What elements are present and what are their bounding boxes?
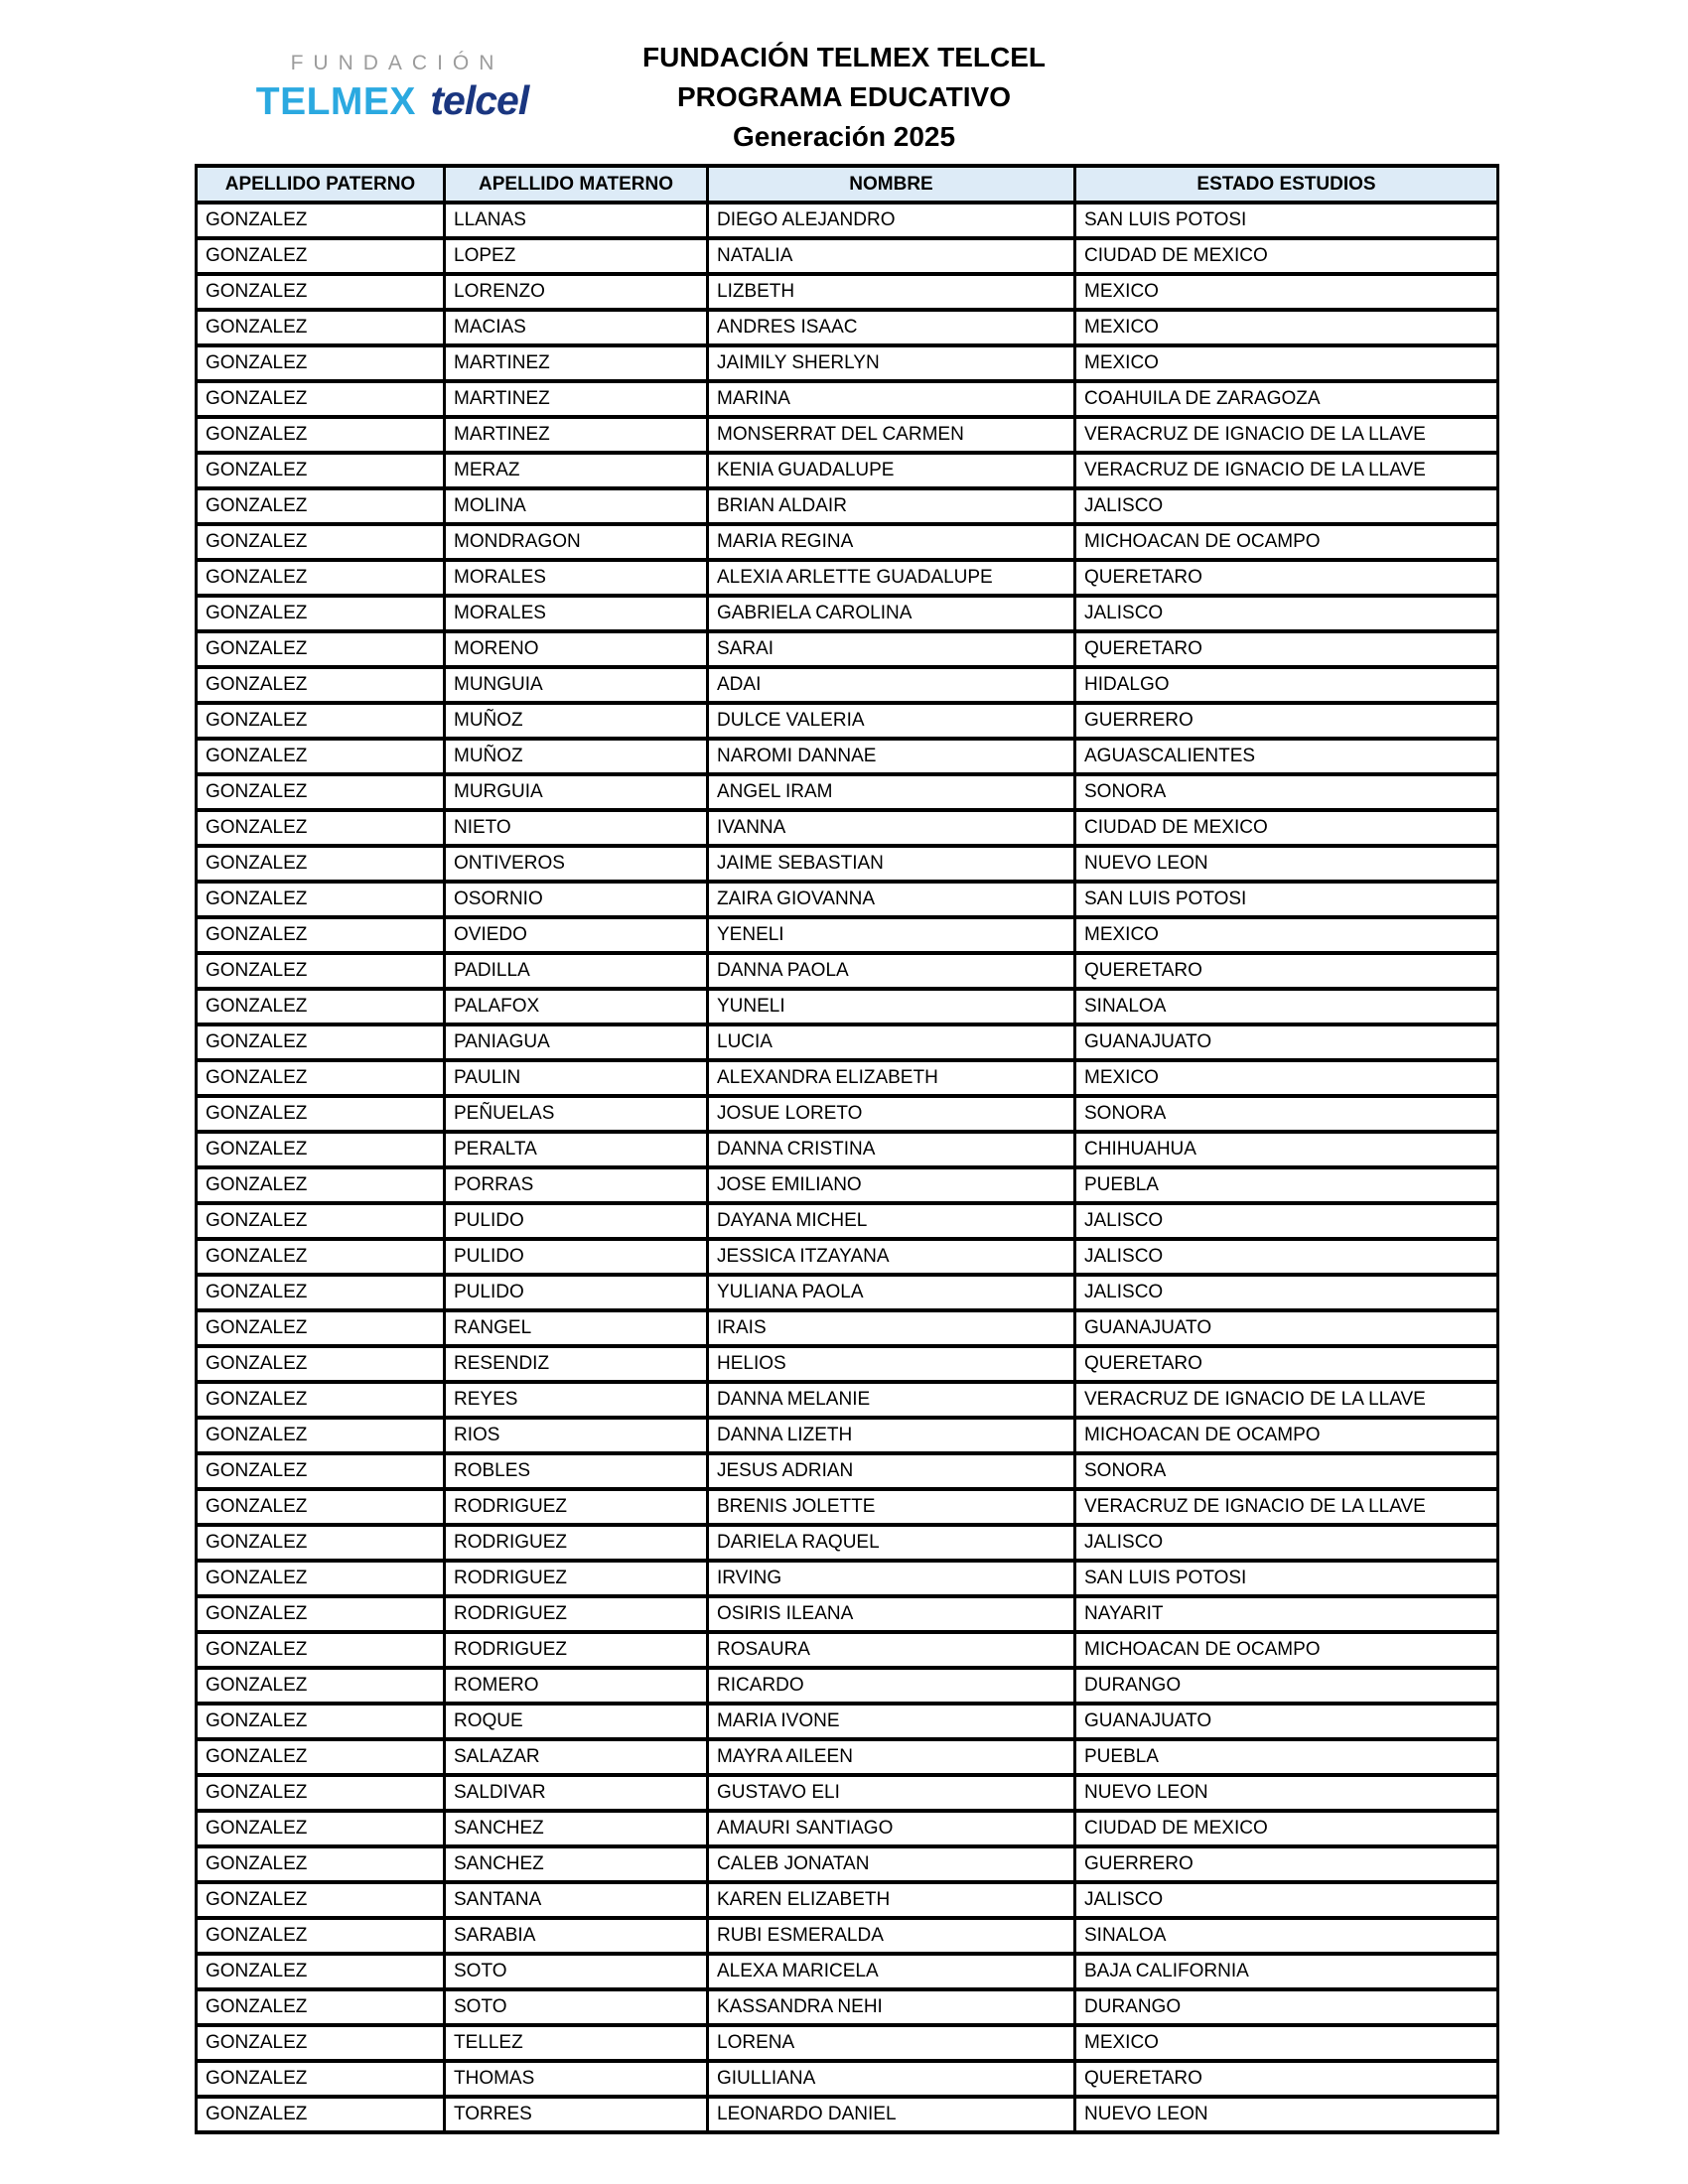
- table-row: [197, 488, 1498, 524]
- cell-apellido-materno: PULIDO: [445, 1275, 708, 1310]
- logo-fundacion-text: FUNDACIÓN: [290, 52, 504, 74]
- cell-estado-estudios: NUEVO LEON: [1075, 2097, 1498, 2132]
- cell-apellido-materno: MUÑOZ: [445, 739, 708, 774]
- cell-nombre: KASSANDRA NEHI: [708, 1989, 1075, 2025]
- cell-estado-estudios: CIUDAD DE MEXICO: [1075, 810, 1498, 846]
- cell-nombre: AMAURI SANTIAGO: [708, 1811, 1075, 1846]
- cell-apellido-paterno: GONZALEZ: [197, 739, 445, 774]
- cell-apellido-materno: PULIDO: [445, 1203, 708, 1239]
- cell-apellido-materno: ROBLES: [445, 1453, 708, 1489]
- table-row: [197, 846, 1498, 882]
- cell-nombre: ANDRES ISAAC: [708, 310, 1075, 345]
- table-row: [197, 560, 1498, 596]
- cell-estado-estudios: CIUDAD DE MEXICO: [1075, 1811, 1498, 1846]
- cell-apellido-paterno: GONZALEZ: [197, 1989, 445, 2025]
- cell-apellido-paterno: GONZALEZ: [197, 703, 445, 739]
- cell-apellido-paterno: GONZALEZ: [197, 1346, 445, 1382]
- cell-nombre: ROSAURA: [708, 1632, 1075, 1668]
- cell-apellido-materno: SANCHEZ: [445, 1811, 708, 1846]
- cell-nombre: CALEB JONATAN: [708, 1846, 1075, 1882]
- table-row: [197, 989, 1498, 1024]
- table-row: [197, 703, 1498, 739]
- cell-nombre: YENELI: [708, 917, 1075, 953]
- document-title-line2: PROGRAMA EDUCATIVO: [677, 81, 1011, 112]
- cell-apellido-paterno: GONZALEZ: [197, 667, 445, 703]
- cell-apellido-materno: MORALES: [445, 560, 708, 596]
- cell-nombre: ADAI: [708, 667, 1075, 703]
- cell-apellido-paterno: GONZALEZ: [197, 846, 445, 882]
- cell-apellido-paterno: GONZALEZ: [197, 1882, 445, 1918]
- table-row: [197, 2061, 1498, 2097]
- table-row: [197, 882, 1498, 917]
- cell-apellido-paterno: GONZALEZ: [197, 560, 445, 596]
- table-row: [197, 739, 1498, 774]
- table-row: [197, 1239, 1498, 1275]
- table-row: [197, 1096, 1498, 1132]
- document-title-line1: FUNDACIÓN TELMEX TELCEL: [642, 42, 1046, 72]
- table-body: [197, 203, 1498, 2132]
- cell-nombre: OSIRIS ILEANA: [708, 1596, 1075, 1632]
- cell-estado-estudios: SAN LUIS POTOSI: [1075, 1561, 1498, 1596]
- cell-estado-estudios: MEXICO: [1075, 310, 1498, 345]
- table-row: [197, 1525, 1498, 1561]
- cell-apellido-paterno: GONZALEZ: [197, 1203, 445, 1239]
- table-row: [197, 1668, 1498, 1704]
- cell-estado-estudios: MICHOACAN DE OCAMPO: [1075, 1418, 1498, 1453]
- table-row: [197, 1989, 1498, 2025]
- table-row: [197, 1203, 1498, 1239]
- cell-apellido-materno: RODRIGUEZ: [445, 1489, 708, 1525]
- cell-apellido-paterno: GONZALEZ: [197, 596, 445, 631]
- cell-nombre: ZAIRA GIOVANNA: [708, 882, 1075, 917]
- cell-estado-estudios: COAHUILA DE ZARAGOZA: [1075, 381, 1498, 417]
- cell-estado-estudios: GUERRERO: [1075, 1846, 1498, 1882]
- cell-apellido-materno: PAULIN: [445, 1060, 708, 1096]
- cell-apellido-paterno: GONZALEZ: [197, 1918, 445, 1954]
- cell-estado-estudios: DURANGO: [1075, 1668, 1498, 1704]
- cell-apellido-materno: MERAZ: [445, 453, 708, 488]
- cell-estado-estudios: VERACRUZ DE IGNACIO DE LA LLAVE: [1075, 453, 1498, 488]
- table-row: [197, 596, 1498, 631]
- cell-nombre: GUSTAVO ELI: [708, 1775, 1075, 1811]
- cell-nombre: DANNA PAOLA: [708, 953, 1075, 989]
- cell-estado-estudios: SAN LUIS POTOSI: [1075, 203, 1498, 238]
- table-row: [197, 381, 1498, 417]
- cell-nombre: IVANNA: [708, 810, 1075, 846]
- cell-apellido-paterno: GONZALEZ: [197, 1668, 445, 1704]
- cell-estado-estudios: QUERETARO: [1075, 560, 1498, 596]
- cell-estado-estudios: NUEVO LEON: [1075, 1775, 1498, 1811]
- cell-estado-estudios: SINALOA: [1075, 1918, 1498, 1954]
- cell-apellido-paterno: GONZALEZ: [197, 1954, 445, 1989]
- cell-apellido-paterno: GONZALEZ: [197, 1775, 445, 1811]
- cell-apellido-materno: LLANAS: [445, 203, 708, 238]
- cell-nombre: MARIA IVONE: [708, 1704, 1075, 1739]
- cell-estado-estudios: GUERRERO: [1075, 703, 1498, 739]
- table-header: [197, 166, 1498, 203]
- table-row: [197, 524, 1498, 560]
- cell-apellido-paterno: GONZALEZ: [197, 1704, 445, 1739]
- cell-nombre: LUCIA: [708, 1024, 1075, 1060]
- table-row: [197, 1632, 1498, 1668]
- cell-estado-estudios: QUERETARO: [1075, 2061, 1498, 2097]
- cell-apellido-materno: RANGEL: [445, 1310, 708, 1346]
- cell-nombre: LIZBETH: [708, 274, 1075, 310]
- cell-estado-estudios: MEXICO: [1075, 345, 1498, 381]
- cell-nombre: KAREN ELIZABETH: [708, 1882, 1075, 1918]
- table-row: [197, 1918, 1498, 1954]
- cell-apellido-materno: PEÑUELAS: [445, 1096, 708, 1132]
- cell-estado-estudios: DURANGO: [1075, 1989, 1498, 2025]
- table-row: [197, 203, 1498, 238]
- cell-apellido-materno: SARABIA: [445, 1918, 708, 1954]
- cell-estado-estudios: MEXICO: [1075, 1060, 1498, 1096]
- cell-apellido-paterno: GONZALEZ: [197, 1239, 445, 1275]
- cell-apellido-paterno: GONZALEZ: [197, 1846, 445, 1882]
- cell-apellido-materno: MACIAS: [445, 310, 708, 345]
- cell-apellido-materno: MURGUIA: [445, 774, 708, 810]
- cell-nombre: JAIMILY SHERLYN: [708, 345, 1075, 381]
- cell-nombre: RUBI ESMERALDA: [708, 1918, 1075, 1954]
- cell-apellido-materno: ROMERO: [445, 1668, 708, 1704]
- cell-estado-estudios: MEXICO: [1075, 274, 1498, 310]
- cell-nombre: IRVING: [708, 1561, 1075, 1596]
- cell-apellido-paterno: GONZALEZ: [197, 917, 445, 953]
- cell-apellido-materno: MORALES: [445, 596, 708, 631]
- table-row: [197, 1811, 1498, 1846]
- table-row: [197, 2097, 1498, 2132]
- table-row: [197, 2025, 1498, 2061]
- document-title-block: [0, 38, 1688, 157]
- cell-apellido-materno: RODRIGUEZ: [445, 1596, 708, 1632]
- cell-nombre: KENIA GUADALUPE: [708, 453, 1075, 488]
- table-row: [197, 1167, 1498, 1203]
- table-row: [197, 453, 1498, 488]
- cell-nombre: ALEXANDRA ELIZABETH: [708, 1060, 1075, 1096]
- column-header-apellido-paterno: APELLIDO PATERNO: [197, 166, 445, 203]
- cell-nombre: BRIAN ALDAIR: [708, 488, 1075, 524]
- cell-estado-estudios: CHIHUAHUA: [1075, 1132, 1498, 1167]
- cell-nombre: DANNA MELANIE: [708, 1382, 1075, 1418]
- cell-apellido-materno: SANCHEZ: [445, 1846, 708, 1882]
- cell-apellido-paterno: GONZALEZ: [197, 1596, 445, 1632]
- column-header-apellido-materno: APELLIDO MATERNO: [445, 166, 708, 203]
- cell-estado-estudios: MICHOACAN DE OCAMPO: [1075, 524, 1498, 560]
- cell-estado-estudios: SINALOA: [1075, 989, 1498, 1024]
- cell-estado-estudios: GUANAJUATO: [1075, 1024, 1498, 1060]
- cell-apellido-materno: NIETO: [445, 810, 708, 846]
- cell-apellido-paterno: GONZALEZ: [197, 1811, 445, 1846]
- cell-apellido-materno: TORRES: [445, 2097, 708, 2132]
- table-row: [197, 345, 1498, 381]
- cell-estado-estudios: CIUDAD DE MEXICO: [1075, 238, 1498, 274]
- cell-nombre: DARIELA RAQUEL: [708, 1525, 1075, 1561]
- table-row: [197, 667, 1498, 703]
- table-row: [197, 1132, 1498, 1167]
- cell-apellido-materno: MUNGUIA: [445, 667, 708, 703]
- table-row: [197, 1846, 1498, 1882]
- cell-apellido-paterno: GONZALEZ: [197, 2097, 445, 2132]
- cell-apellido-materno: LORENZO: [445, 274, 708, 310]
- logo-telmex-text: TELMEX: [255, 80, 416, 123]
- cell-apellido-paterno: GONZALEZ: [197, 203, 445, 238]
- table-row: [197, 1882, 1498, 1918]
- cell-apellido-materno: SANTANA: [445, 1882, 708, 1918]
- cell-apellido-paterno: GONZALEZ: [197, 631, 445, 667]
- cell-apellido-materno: RODRIGUEZ: [445, 1525, 708, 1561]
- cell-apellido-paterno: GONZALEZ: [197, 238, 445, 274]
- cell-apellido-paterno: GONZALEZ: [197, 381, 445, 417]
- table-row: [197, 1310, 1498, 1346]
- cell-apellido-paterno: GONZALEZ: [197, 524, 445, 560]
- table-row: [197, 1775, 1498, 1811]
- table-row: [197, 1275, 1498, 1310]
- cell-apellido-materno: MARTINEZ: [445, 381, 708, 417]
- cell-nombre: ALEXA MARICELA: [708, 1954, 1075, 1989]
- cell-estado-estudios: JALISCO: [1075, 1203, 1498, 1239]
- cell-estado-estudios: JALISCO: [1075, 488, 1498, 524]
- table-row: [197, 1024, 1498, 1060]
- cell-apellido-paterno: GONZALEZ: [197, 1382, 445, 1418]
- cell-estado-estudios: QUERETARO: [1075, 631, 1498, 667]
- cell-nombre: MARINA: [708, 381, 1075, 417]
- table-row: [197, 310, 1498, 345]
- cell-apellido-materno: SOTO: [445, 1989, 708, 2025]
- cell-apellido-paterno: GONZALEZ: [197, 1632, 445, 1668]
- cell-estado-estudios: MEXICO: [1075, 2025, 1498, 2061]
- cell-apellido-paterno: GONZALEZ: [197, 1096, 445, 1132]
- cell-apellido-paterno: GONZALEZ: [197, 882, 445, 917]
- cell-apellido-paterno: GONZALEZ: [197, 774, 445, 810]
- cell-apellido-materno: THOMAS: [445, 2061, 708, 2097]
- cell-estado-estudios: MEXICO: [1075, 917, 1498, 953]
- cell-estado-estudios: JALISCO: [1075, 1275, 1498, 1310]
- cell-nombre: LORENA: [708, 2025, 1075, 2061]
- cell-nombre: JOSUE LORETO: [708, 1096, 1075, 1132]
- cell-apellido-materno: RESENDIZ: [445, 1346, 708, 1382]
- cell-apellido-paterno: GONZALEZ: [197, 1739, 445, 1775]
- cell-nombre: NAROMI DANNAE: [708, 739, 1075, 774]
- document-title-line3: Generación 2025: [732, 121, 956, 152]
- cell-apellido-materno: RODRIGUEZ: [445, 1632, 708, 1668]
- cell-apellido-materno: SOTO: [445, 1954, 708, 1989]
- cell-apellido-paterno: GONZALEZ: [197, 1418, 445, 1453]
- cell-nombre: HELIOS: [708, 1346, 1075, 1382]
- cell-apellido-paterno: GONZALEZ: [197, 2025, 445, 2061]
- cell-estado-estudios: QUERETARO: [1075, 953, 1498, 989]
- cell-apellido-materno: RODRIGUEZ: [445, 1561, 708, 1596]
- cell-apellido-materno: ONTIVEROS: [445, 846, 708, 882]
- cell-apellido-materno: MARTINEZ: [445, 345, 708, 381]
- cell-nombre: DAYANA MICHEL: [708, 1203, 1075, 1239]
- cell-nombre: BRENIS JOLETTE: [708, 1489, 1075, 1525]
- table-row: [197, 274, 1498, 310]
- cell-apellido-paterno: GONZALEZ: [197, 345, 445, 381]
- cell-nombre: JESSICA ITZAYANA: [708, 1239, 1075, 1275]
- cell-estado-estudios: VERACRUZ DE IGNACIO DE LA LLAVE: [1075, 1382, 1498, 1418]
- table-row: [197, 1954, 1498, 1989]
- table-row: [197, 417, 1498, 453]
- cell-apellido-materno: PANIAGUA: [445, 1024, 708, 1060]
- cell-apellido-paterno: GONZALEZ: [197, 1525, 445, 1561]
- cell-estado-estudios: SONORA: [1075, 774, 1498, 810]
- cell-apellido-paterno: GONZALEZ: [197, 1561, 445, 1596]
- cell-estado-estudios: JALISCO: [1075, 1525, 1498, 1561]
- cell-apellido-paterno: GONZALEZ: [197, 1060, 445, 1096]
- cell-apellido-materno: MORENO: [445, 631, 708, 667]
- cell-estado-estudios: SONORA: [1075, 1453, 1498, 1489]
- cell-apellido-materno: REYES: [445, 1382, 708, 1418]
- table-row: [197, 1739, 1498, 1775]
- cell-apellido-materno: LOPEZ: [445, 238, 708, 274]
- cell-apellido-paterno: GONZALEZ: [197, 453, 445, 488]
- cell-estado-estudios: HIDALGO: [1075, 667, 1498, 703]
- cell-apellido-materno: PORRAS: [445, 1167, 708, 1203]
- cell-nombre: DIEGO ALEJANDRO: [708, 203, 1075, 238]
- cell-estado-estudios: JALISCO: [1075, 596, 1498, 631]
- cell-estado-estudios: NAYARIT: [1075, 1596, 1498, 1632]
- cell-estado-estudios: AGUASCALIENTES: [1075, 739, 1498, 774]
- table-row: [197, 1489, 1498, 1525]
- cell-estado-estudios: MICHOACAN DE OCAMPO: [1075, 1632, 1498, 1668]
- cell-estado-estudios: JALISCO: [1075, 1239, 1498, 1275]
- cell-apellido-paterno: GONZALEZ: [197, 989, 445, 1024]
- cell-estado-estudios: VERACRUZ DE IGNACIO DE LA LLAVE: [1075, 417, 1498, 453]
- column-header-estado-estudios: ESTADO ESTUDIOS: [1075, 166, 1498, 203]
- cell-nombre: ANGEL IRAM: [708, 774, 1075, 810]
- cell-apellido-paterno: GONZALEZ: [197, 1167, 445, 1203]
- cell-estado-estudios: GUANAJUATO: [1075, 1310, 1498, 1346]
- cell-nombre: IRAIS: [708, 1310, 1075, 1346]
- table-row: [197, 1561, 1498, 1596]
- cell-nombre: MAYRA AILEEN: [708, 1739, 1075, 1775]
- cell-estado-estudios: SONORA: [1075, 1096, 1498, 1132]
- cell-apellido-materno: MONDRAGON: [445, 524, 708, 560]
- cell-estado-estudios: VERACRUZ DE IGNACIO DE LA LLAVE: [1075, 1489, 1498, 1525]
- cell-nombre: DANNA LIZETH: [708, 1418, 1075, 1453]
- cell-estado-estudios: QUERETARO: [1075, 1346, 1498, 1382]
- cell-apellido-materno: TELLEZ: [445, 2025, 708, 2061]
- cell-estado-estudios: NUEVO LEON: [1075, 846, 1498, 882]
- table-row: [197, 1418, 1498, 1453]
- table-row: [197, 953, 1498, 989]
- cell-nombre: MARIA REGINA: [708, 524, 1075, 560]
- cell-apellido-paterno: GONZALEZ: [197, 953, 445, 989]
- cell-nombre: ALEXIA ARLETTE GUADALUPE: [708, 560, 1075, 596]
- table-row: [197, 810, 1498, 846]
- cell-nombre: DULCE VALERIA: [708, 703, 1075, 739]
- cell-estado-estudios: BAJA CALIFORNIA: [1075, 1954, 1498, 1989]
- table-row: [197, 238, 1498, 274]
- table-row: [197, 774, 1498, 810]
- students-table: [195, 164, 1499, 2134]
- table-row: [197, 1453, 1498, 1489]
- cell-apellido-paterno: GONZALEZ: [197, 1310, 445, 1346]
- cell-apellido-paterno: GONZALEZ: [197, 1132, 445, 1167]
- cell-apellido-paterno: GONZALEZ: [197, 810, 445, 846]
- cell-apellido-paterno: GONZALEZ: [197, 488, 445, 524]
- cell-apellido-materno: RIOS: [445, 1418, 708, 1453]
- cell-nombre: LEONARDO DANIEL: [708, 2097, 1075, 2132]
- column-header-nombre: NOMBRE: [708, 166, 1075, 203]
- table-row: [197, 631, 1498, 667]
- table-row: [197, 1382, 1498, 1418]
- cell-estado-estudios: JALISCO: [1075, 1882, 1498, 1918]
- cell-apellido-materno: MUÑOZ: [445, 703, 708, 739]
- table-row: [197, 917, 1498, 953]
- cell-nombre: GABRIELA CAROLINA: [708, 596, 1075, 631]
- cell-apellido-paterno: GONZALEZ: [197, 2061, 445, 2097]
- cell-apellido-paterno: GONZALEZ: [197, 1453, 445, 1489]
- cell-nombre: JESUS ADRIAN: [708, 1453, 1075, 1489]
- cell-apellido-materno: MOLINA: [445, 488, 708, 524]
- cell-apellido-materno: OVIEDO: [445, 917, 708, 953]
- cell-apellido-paterno: GONZALEZ: [197, 417, 445, 453]
- cell-apellido-paterno: GONZALEZ: [197, 1024, 445, 1060]
- cell-nombre: YUNELI: [708, 989, 1075, 1024]
- cell-apellido-materno: PALAFOX: [445, 989, 708, 1024]
- cell-nombre: NATALIA: [708, 238, 1075, 274]
- table-row: [197, 1346, 1498, 1382]
- cell-estado-estudios: PUEBLA: [1075, 1167, 1498, 1203]
- cell-apellido-paterno: GONZALEZ: [197, 310, 445, 345]
- table-header-row: [197, 166, 1498, 203]
- cell-apellido-materno: OSORNIO: [445, 882, 708, 917]
- cell-apellido-materno: PADILLA: [445, 953, 708, 989]
- cell-nombre: JOSE EMILIANO: [708, 1167, 1075, 1203]
- cell-nombre: SARAI: [708, 631, 1075, 667]
- cell-estado-estudios: GUANAJUATO: [1075, 1704, 1498, 1739]
- logo-telcel-text: telcel: [430, 77, 529, 123]
- cell-nombre: JAIME SEBASTIAN: [708, 846, 1075, 882]
- cell-nombre: RICARDO: [708, 1668, 1075, 1704]
- cell-nombre: YULIANA PAOLA: [708, 1275, 1075, 1310]
- cell-nombre: GIULLIANA: [708, 2061, 1075, 2097]
- cell-estado-estudios: SAN LUIS POTOSI: [1075, 882, 1498, 917]
- cell-apellido-materno: PULIDO: [445, 1239, 708, 1275]
- cell-apellido-materno: SALAZAR: [445, 1739, 708, 1775]
- table-row: [197, 1704, 1498, 1739]
- cell-nombre: MONSERRAT DEL CARMEN: [708, 417, 1075, 453]
- cell-estado-estudios: PUEBLA: [1075, 1739, 1498, 1775]
- cell-apellido-materno: PERALTA: [445, 1132, 708, 1167]
- cell-apellido-paterno: GONZALEZ: [197, 1275, 445, 1310]
- cell-apellido-materno: SALDIVAR: [445, 1775, 708, 1811]
- table-row: [197, 1060, 1498, 1096]
- table-row: [197, 1596, 1498, 1632]
- cell-apellido-materno: MARTINEZ: [445, 417, 708, 453]
- cell-nombre: DANNA CRISTINA: [708, 1132, 1075, 1167]
- cell-apellido-paterno: GONZALEZ: [197, 1489, 445, 1525]
- cell-apellido-paterno: GONZALEZ: [197, 274, 445, 310]
- cell-apellido-materno: ROQUE: [445, 1704, 708, 1739]
